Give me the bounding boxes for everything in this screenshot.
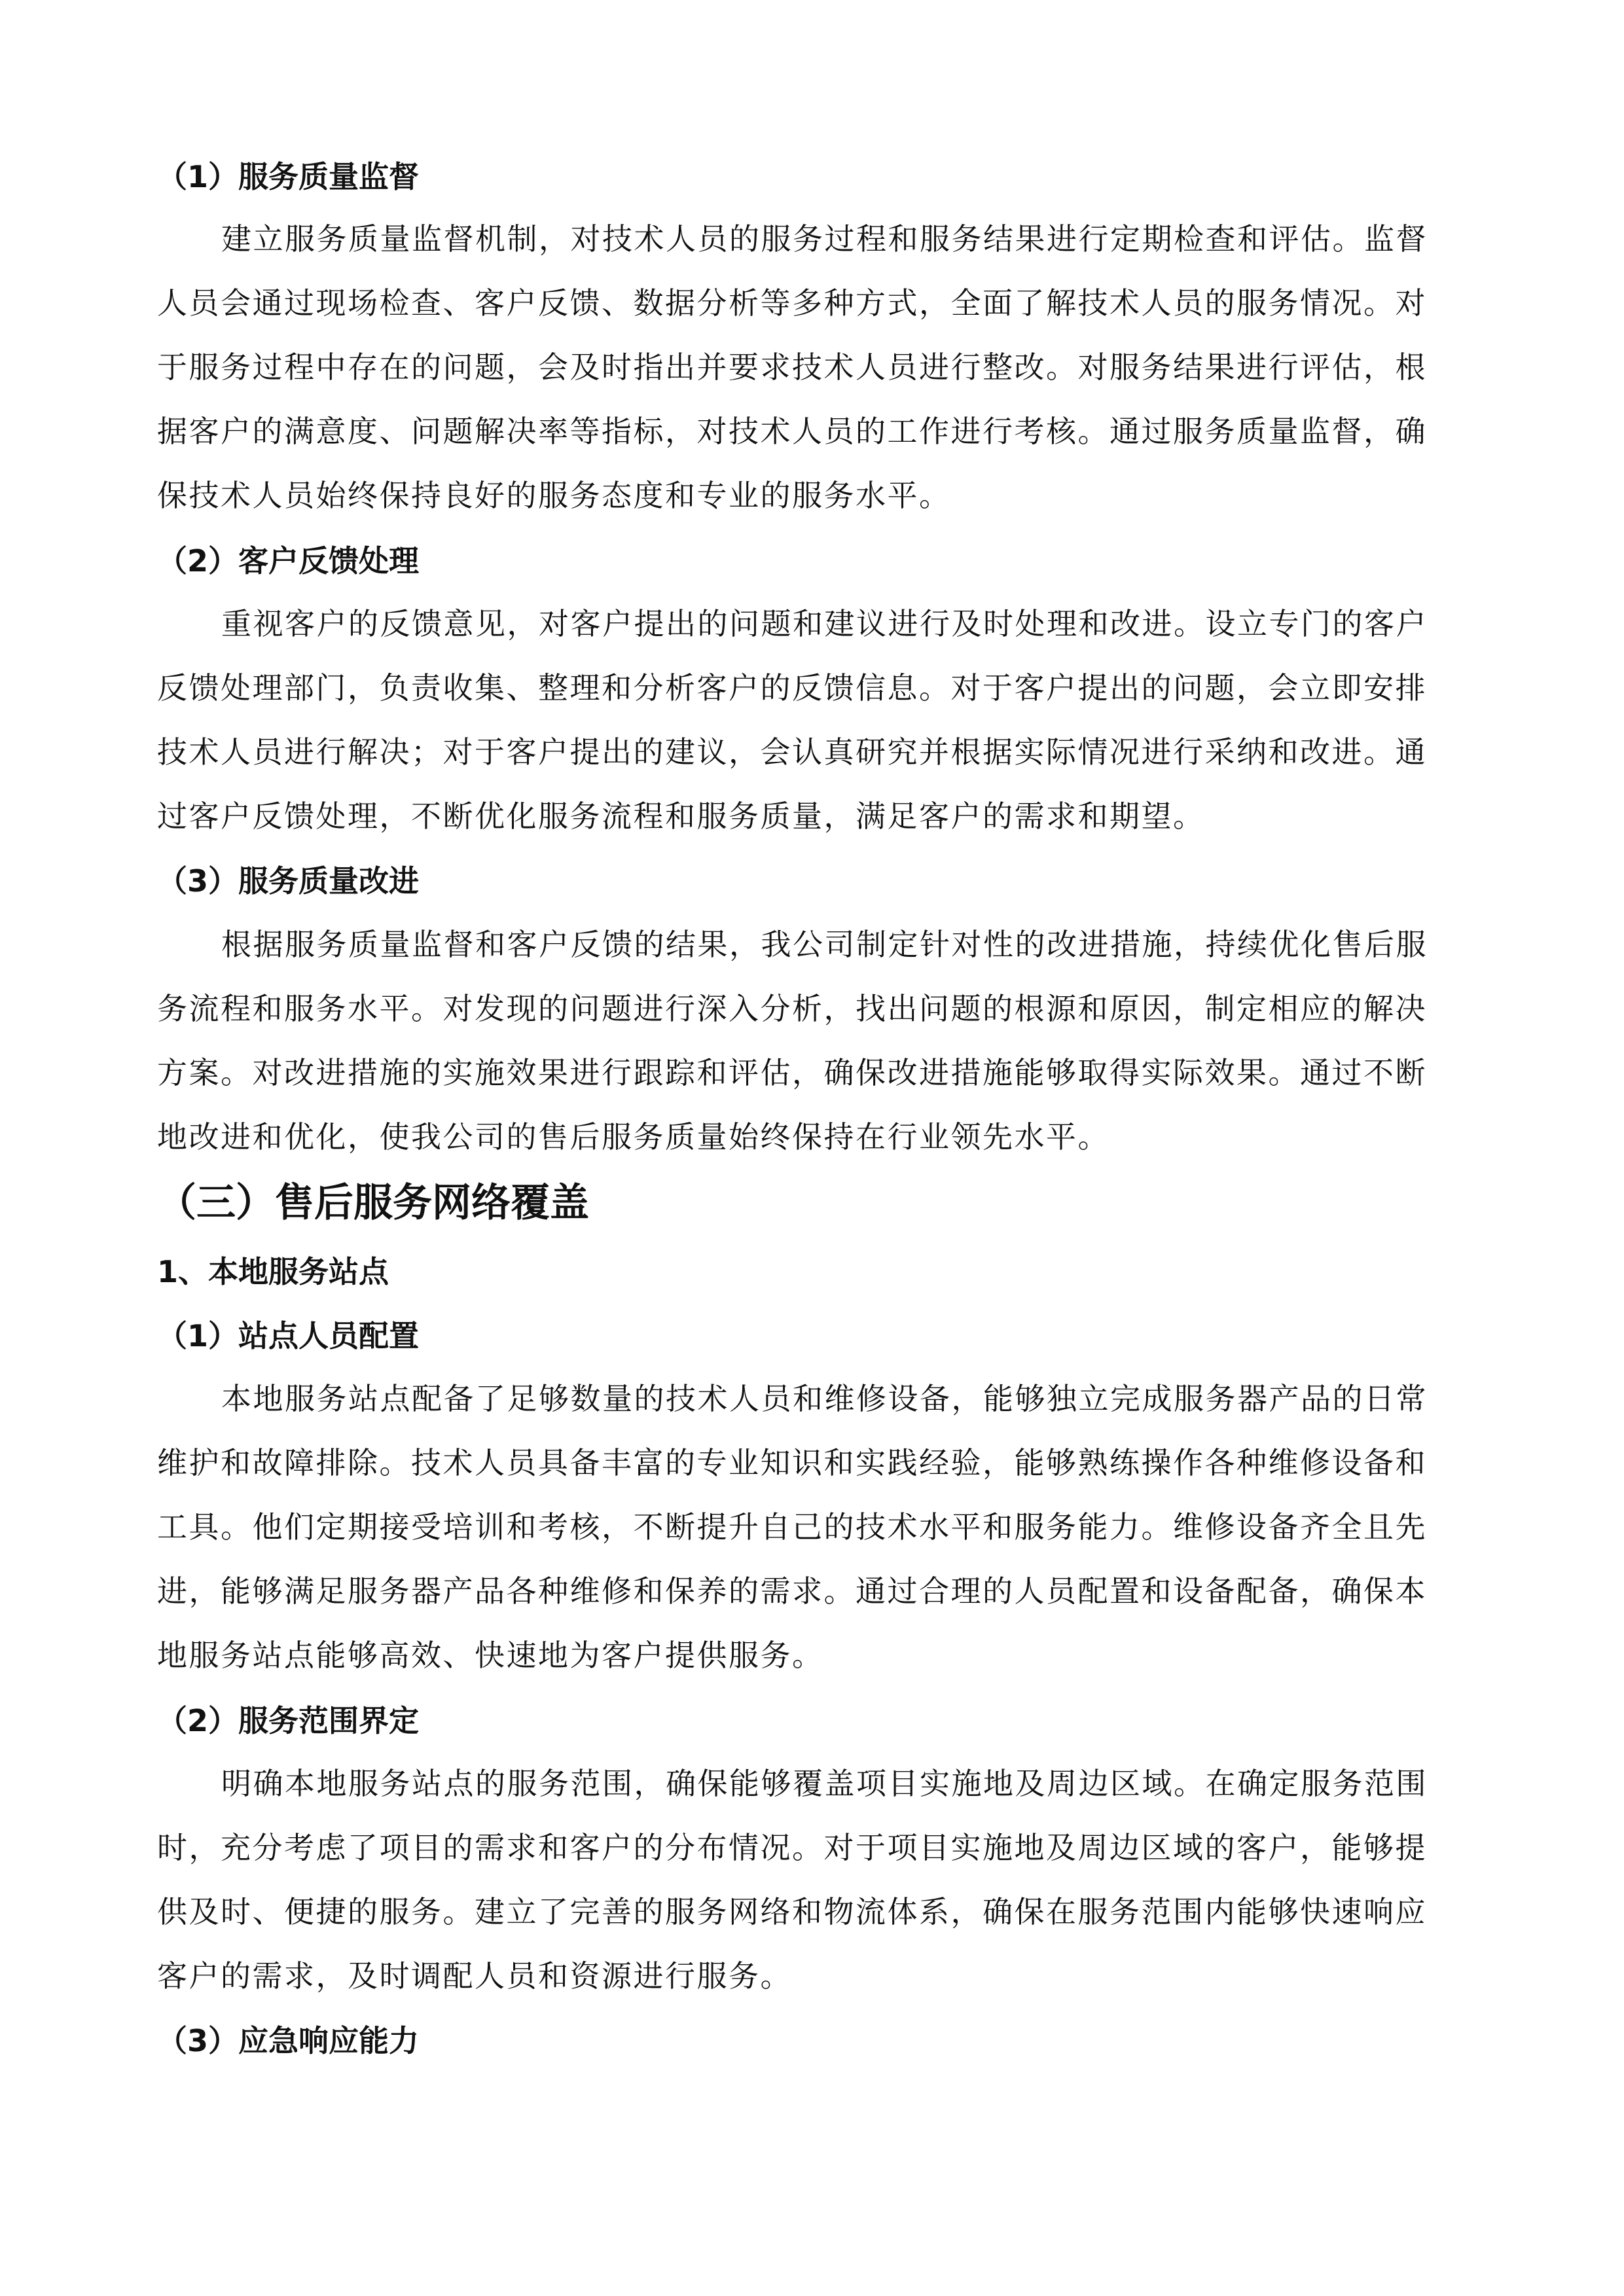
paragraph-line: 过客户反馈处理，不断优化服务流程和服务质量，满足客户的需求和期望。 — [157, 798, 1205, 834]
subsection-heading-local-stations: 1、本地服务站点 — [157, 1254, 389, 1289]
paragraph-line: 务流程和服务水平。对发现的问题进行深入分析，找出问题的根源和原因，制定相应的解决 — [157, 991, 1427, 1026]
paragraph-line: 地改进和优化，使我公司的售后服务质量始终保持在行业领先水平。 — [157, 1119, 1110, 1155]
paragraph-line: 维护和故障排除。技术人员具备丰富的专业知识和实践经验，能够熟练操作各种维修设备和 — [157, 1445, 1427, 1480]
paragraph-line: 技术人员进行解决；对于客户提出的建议，会认真研究并根据实际情况进行采纳和改进。通 — [157, 734, 1427, 770]
paragraph-line: 供及时、便捷的服务。建立了完善的服务网络和物流体系，确保在服务范围内能够快速响应 — [157, 1894, 1427, 1929]
heading-station-staffing: （1）站点人员配置 — [157, 1318, 420, 1354]
heading-service-quality-supervision: （1）服务质量监督 — [157, 159, 420, 194]
section-heading-after-sales-network: （三）售后服务网络覆盖 — [157, 1180, 589, 1226]
paragraph-line: 本地服务站点配备了足够数量的技术人员和维修设备，能够独立完成服务器产品的日常 — [221, 1381, 1428, 1416]
paragraph-line: 反馈处理部门，负责收集、整理和分析客户的反馈信息。对于客户提出的问题，会立即安排 — [157, 670, 1427, 706]
paragraph-line: 明确本地服务站点的服务范围，确保能够覆盖项目实施地及周边区域。在确定服务范围 — [221, 1766, 1428, 1801]
paragraph-line: 保技术人员始终保持良好的服务态度和专业的服务水平。 — [157, 478, 951, 513]
paragraph-line: 根据服务质量监督和客户反馈的结果，我公司制定针对性的改进措施，持续优化售后服 — [221, 927, 1428, 962]
paragraph-line: 工具。他们定期接受培训和考核，不断提升自己的技术水平和服务能力。维修设备齐全且先 — [157, 1509, 1427, 1545]
paragraph-line: 建立服务质量监督机制，对技术人员的服务过程和服务结果进行定期检查和评估。监督 — [221, 221, 1428, 257]
paragraph-line: 于服务过程中存在的问题，会及时指出并要求技术人员进行整改。对服务结果进行评估，根 — [157, 350, 1427, 385]
paragraph-line: 客户的需求，及时调配人员和资源进行服务。 — [157, 1958, 792, 1994]
heading-emergency-response: （3）应急响应能力 — [157, 2023, 420, 2058]
paragraph-line: 地服务站点能够高效、快速地为客户提供服务。 — [157, 1638, 824, 1673]
paragraph-line: 人员会通过现场检查、客户反馈、数据分析等多种方式，全面了解技术人员的服务情况。对 — [157, 285, 1427, 321]
heading-service-scope: （2）服务范围界定 — [157, 1703, 420, 1738]
paragraph-line: 据客户的满意度、问题解决率等指标，对技术人员的工作进行考核。通过服务质量监督，确 — [157, 414, 1427, 449]
paragraph-line: 重视客户的反馈意见，对客户提出的问题和建议进行及时处理和改进。设立专门的客户 — [221, 606, 1428, 641]
heading-service-quality-improvement: （3）服务质量改进 — [157, 863, 420, 899]
paragraph-line: 方案。对改进措施的实施效果进行跟踪和评估，确保改进措施能够取得实际效果。通过不断 — [157, 1055, 1427, 1090]
paragraph-line: 进，能够满足服务器产品各种维修和保养的需求。通过合理的人员配置和设备配备，确保本 — [157, 1573, 1427, 1609]
paragraph-line: 时，充分考虑了项目的需求和客户的分布情况。对于项目实施地及周边区域的客户，能够提 — [157, 1830, 1427, 1865]
heading-customer-feedback: （2）客户反馈处理 — [157, 543, 420, 579]
